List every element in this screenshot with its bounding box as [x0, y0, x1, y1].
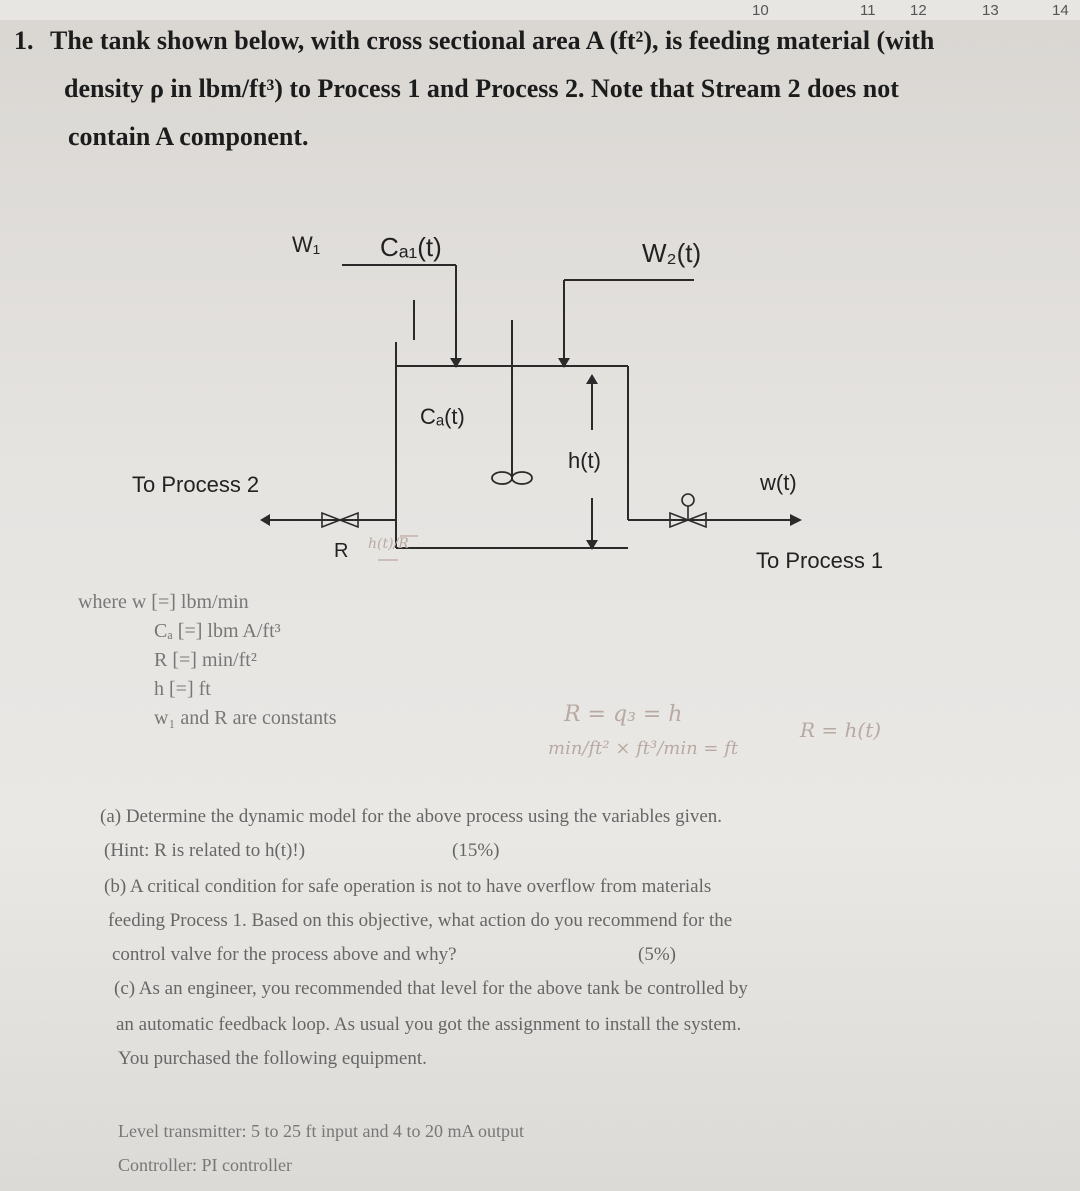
equipment-controller: Controller: PI controller [118, 1155, 292, 1175]
question-c-line-2: an automatic feedback loop. As usual you got the assignment to install the system. [116, 1014, 742, 1035]
question-c-line-1: (c) As an engineer, you recommended that level for the above tank be controlled by [114, 978, 748, 999]
label-w: w(t) [760, 470, 797, 495]
question-b-line-2: feeding Process 1. Based on this objective, what action do you recommend for the [108, 910, 733, 931]
note-ca-units: Cₐ [=] lbm A/ft³ [154, 620, 281, 642]
question-a-line-2: (Hint: R is related to h(t)!) [104, 840, 306, 861]
variable-notes [78, 588, 336, 733]
label-to-process-1: To Process 1 [756, 548, 884, 573]
label-to-process-2: To Process 2 [132, 472, 260, 497]
label-w1: W₁ [292, 232, 321, 257]
label-r: R [334, 540, 349, 562]
ruler-tick: 14 [1052, 2, 1069, 19]
label-ca: Cₐ(t) [420, 404, 465, 429]
handwritten-r-equation: R = q₃ = h [564, 702, 683, 727]
ruler-tick: 13 [982, 2, 999, 19]
question-c-line-3: You purchased the following equipment. [118, 1048, 427, 1069]
note-constants: w₁ and R are constants [154, 707, 337, 729]
question-a-line-1: (a) Determine the dynamic model for the above process using the variables given. [100, 806, 723, 827]
handwritten-r-h: R = h(t) [800, 718, 882, 742]
ruler-tick: 11 [860, 2, 876, 19]
ruler-tick: 12 [910, 2, 927, 19]
note-w-units: where w [=] lbm/min [78, 591, 249, 613]
problem-number: 1. [14, 26, 34, 55]
question-b-marks: (5%) [638, 944, 676, 965]
question-b-line-3: control valve for the process above and why? [112, 944, 457, 965]
problem-line-3: contain A component. [68, 122, 309, 151]
label-w2: W₂(t) [642, 238, 702, 268]
problem-line-2: density ρ in lbm/ft³) to Process 1 and Process 2. Note that Stream 2 does not [64, 74, 899, 103]
problem-line-1: The tank shown below, with cross sectional area A (ft²), is feeding material (with [50, 26, 935, 55]
label-ca1: Cₐ₁(t) [380, 232, 442, 262]
question-a-marks: (15%) [452, 840, 500, 861]
label-h: h(t) [568, 448, 601, 473]
outlet-1-arrow [790, 514, 802, 526]
level-arrow-up [586, 374, 598, 384]
equipment-level-transmitter: Level transmitter: 5 to 25 ft input and 4 to 20 mA output [118, 1121, 524, 1141]
note-r-units: R [=] min/ft² [154, 649, 257, 671]
ruler-tick: 10 [752, 2, 769, 19]
handwritten-units: min/ft² × ft³/min = ft [548, 738, 739, 759]
outlet-2-arrow [260, 514, 270, 526]
handwritten-h-over-r: h(t)/R [368, 536, 409, 552]
question-b-line-1: (b) A critical condition for safe operation is not to have overflow from materials [104, 876, 712, 897]
note-h-units: h [=] ft [154, 678, 211, 700]
